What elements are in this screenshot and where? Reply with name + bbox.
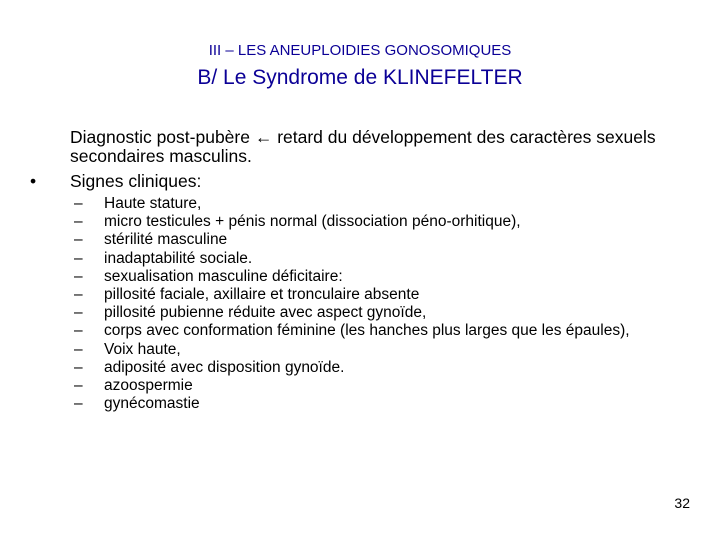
dash-icon: – bbox=[74, 358, 83, 376]
list-item-text: adiposité avec disposition gynoïde. bbox=[104, 358, 345, 376]
list-item bbox=[74, 359, 674, 377]
list-item-text: Voix haute, bbox=[104, 340, 181, 358]
list-item bbox=[74, 341, 674, 359]
list-item bbox=[74, 304, 674, 322]
dash-icon: – bbox=[74, 195, 83, 212]
clinical-signs-list bbox=[74, 195, 674, 413]
dash-icon: – bbox=[74, 377, 83, 395]
dash-icon: – bbox=[74, 267, 83, 285]
dash-icon: – bbox=[74, 340, 83, 358]
list-item-text: pillosité faciale, axillaire et tronculaire absente bbox=[104, 286, 420, 304]
list-item bbox=[74, 213, 674, 231]
list-item bbox=[74, 322, 674, 340]
bullet-icon: • bbox=[30, 171, 37, 191]
list-item bbox=[74, 195, 674, 213]
list-item-text: azoospermie bbox=[104, 377, 193, 395]
list-item-text: stérilité masculine bbox=[104, 231, 228, 249]
dash-icon: – bbox=[74, 395, 83, 413]
dash-icon: – bbox=[74, 304, 83, 322]
list-item bbox=[74, 231, 674, 249]
bullet-label: Signes cliniques: bbox=[70, 171, 202, 191]
list-item bbox=[74, 377, 674, 395]
page-number: 32 bbox=[674, 495, 690, 511]
dash-icon: – bbox=[74, 213, 83, 231]
list-item bbox=[74, 395, 674, 413]
list-item-text: Haute stature, bbox=[104, 195, 202, 212]
dash-icon: – bbox=[74, 286, 83, 304]
list-item-text: inadaptabilité sociale. bbox=[104, 249, 253, 267]
list-item bbox=[74, 250, 674, 268]
dash-icon: – bbox=[74, 249, 83, 267]
list-item bbox=[74, 268, 674, 286]
list-item-text: sexualisation masculine déficitaire: bbox=[104, 267, 343, 285]
section-title bbox=[0, 42, 720, 59]
dash-icon: – bbox=[74, 322, 83, 340]
section-title-text: III – LES ANEUPLOIDIES GONOSOMIQUES bbox=[208, 42, 512, 59]
list-item-text: gynécomastie bbox=[104, 395, 200, 413]
intro-paragraph: Diagnostic post-pubère ← retard du développement des caractères sexuels secondaires masculins. bbox=[70, 127, 656, 166]
list-item bbox=[74, 286, 674, 304]
dash-icon: – bbox=[74, 231, 83, 249]
list-item-text: corps avec conformation féminine (les hanches plus larges que les épaules), bbox=[104, 322, 630, 340]
bullet-clinical-signs bbox=[30, 172, 201, 191]
list-item-text: pillosité pubienne réduite avec aspect gynoïde, bbox=[104, 304, 427, 322]
page-title-text: B/ Le Syndrome de KLINEFELTER bbox=[197, 66, 523, 89]
list-item-text: micro testicules + pénis normal (dissociation péno-orhitique), bbox=[104, 213, 521, 231]
page-title bbox=[0, 66, 720, 90]
